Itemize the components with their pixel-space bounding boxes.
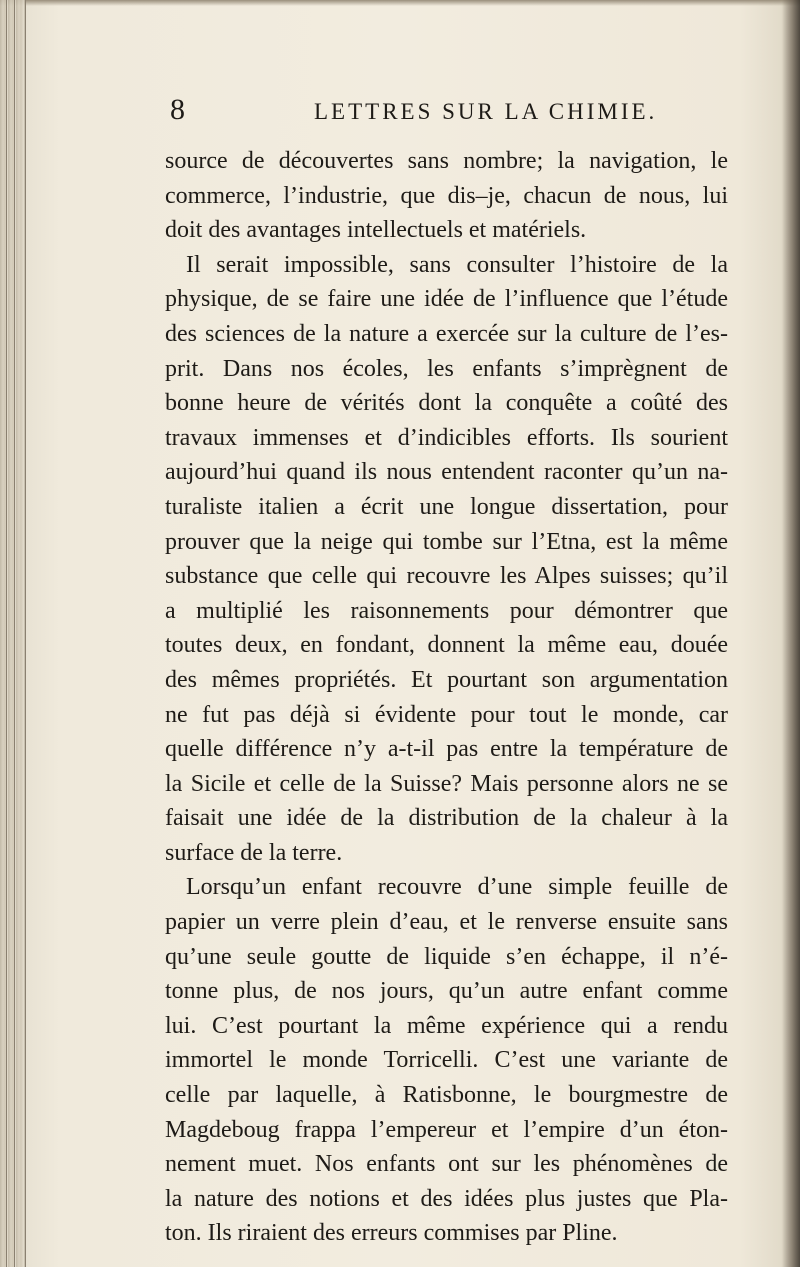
text-line: surface de la terre. — [165, 839, 343, 866]
top-edge-shadow — [0, 0, 800, 6]
text-line: toutes deux, en fondant, donnent la même eau, douée — [165, 632, 728, 659]
binding-gutter — [0, 0, 26, 1267]
right-edge-shadow — [782, 0, 800, 1267]
text-line: travaux immenses et d’indicibles efforts. Ils sourient — [165, 424, 728, 451]
text-line: Il serait impossible, sans consulter l’histoire de la — [186, 251, 728, 278]
text-line: ton. Ils riraient des erreurs commises par Pline. — [165, 1220, 618, 1247]
text-line: des mêmes propriétés. Et pourtant son argumentation — [165, 666, 728, 693]
gutter-line — [14, 0, 15, 1267]
text-line: physique, de se faire une idée de l’influence que l’étude — [165, 286, 728, 313]
text-line: prouver que la neige qui tombe sur l’Etna, est la même — [165, 528, 728, 555]
text-line: des sciences de la nature a exercée sur la culture de l’es- — [165, 320, 728, 347]
text-line: la Sicile et celle de la Suisse? Mais personne alors ne se — [165, 770, 728, 797]
text-line: prit. Dans nos écoles, les enfants s’imprègnent de — [165, 355, 728, 382]
text-line: turaliste italien a écrit une longue dissertation, pour — [165, 493, 728, 520]
text-line: substance que celle qui recouvre les Alpes suisses; qu’il — [165, 563, 728, 590]
text-line: tonne plus, de nos jours, qu’un autre enfant comme — [165, 978, 728, 1005]
text-line: a multiplié les raisonnements pour démontrer que — [165, 597, 728, 624]
text-line: faisait une idée de la distribution de la chaleur à la — [165, 805, 728, 832]
text-line: doit des avantages intellectuels et matériels. — [165, 217, 587, 244]
gutter-line — [25, 0, 26, 1267]
text-line: quelle différence n’y a-t-il pas entre la température de — [165, 736, 728, 763]
text-line: nement muet. Nos enfants ont sur les phénomènes de — [165, 1151, 728, 1178]
text-line: qu’une seule goutte de liquide s’en échappe, il n’é- — [165, 943, 728, 970]
page-number: 8 — [170, 93, 185, 126]
text-line: commerce, l’industrie, que dis–je, chacun de nous, lui — [165, 182, 728, 209]
gutter-line — [6, 0, 7, 1267]
text-line: ne fut pas déjà si évidente pour tout le monde, car — [165, 701, 728, 728]
text-line: Lorsqu’un enfant recouvre d’une simple feuille de — [186, 874, 728, 901]
body-text — [165, 144, 728, 1251]
page-header — [170, 92, 710, 128]
text-line: Magdeboug frappa l’empereur et l’empire d’un éton- — [165, 1116, 728, 1143]
text-line: la nature des notions et des idées plus justes que Pla- — [165, 1185, 728, 1212]
text-line: papier un verre plein d’eau, et le renverse ensuite sans — [165, 909, 728, 936]
text-line: source de découvertes sans nombre; la navigation, le — [165, 148, 728, 174]
text-line: bonne heure de vérités dont la conquête a coûté des — [165, 390, 728, 417]
text-line: aujourd’hui quand ils nous entendent raconter qu’un na- — [165, 459, 728, 486]
text-line: celle par laquelle, à Ratisbonne, le bourgmestre de — [165, 1082, 728, 1109]
text-line: lui. C’est pourtant la même expérience qui a rendu — [165, 1012, 728, 1039]
running-head: LETTRES SUR LA CHIMIE. — [314, 99, 658, 124]
text-line: immortel le monde Torricelli. C’est une variante de — [165, 1047, 728, 1074]
